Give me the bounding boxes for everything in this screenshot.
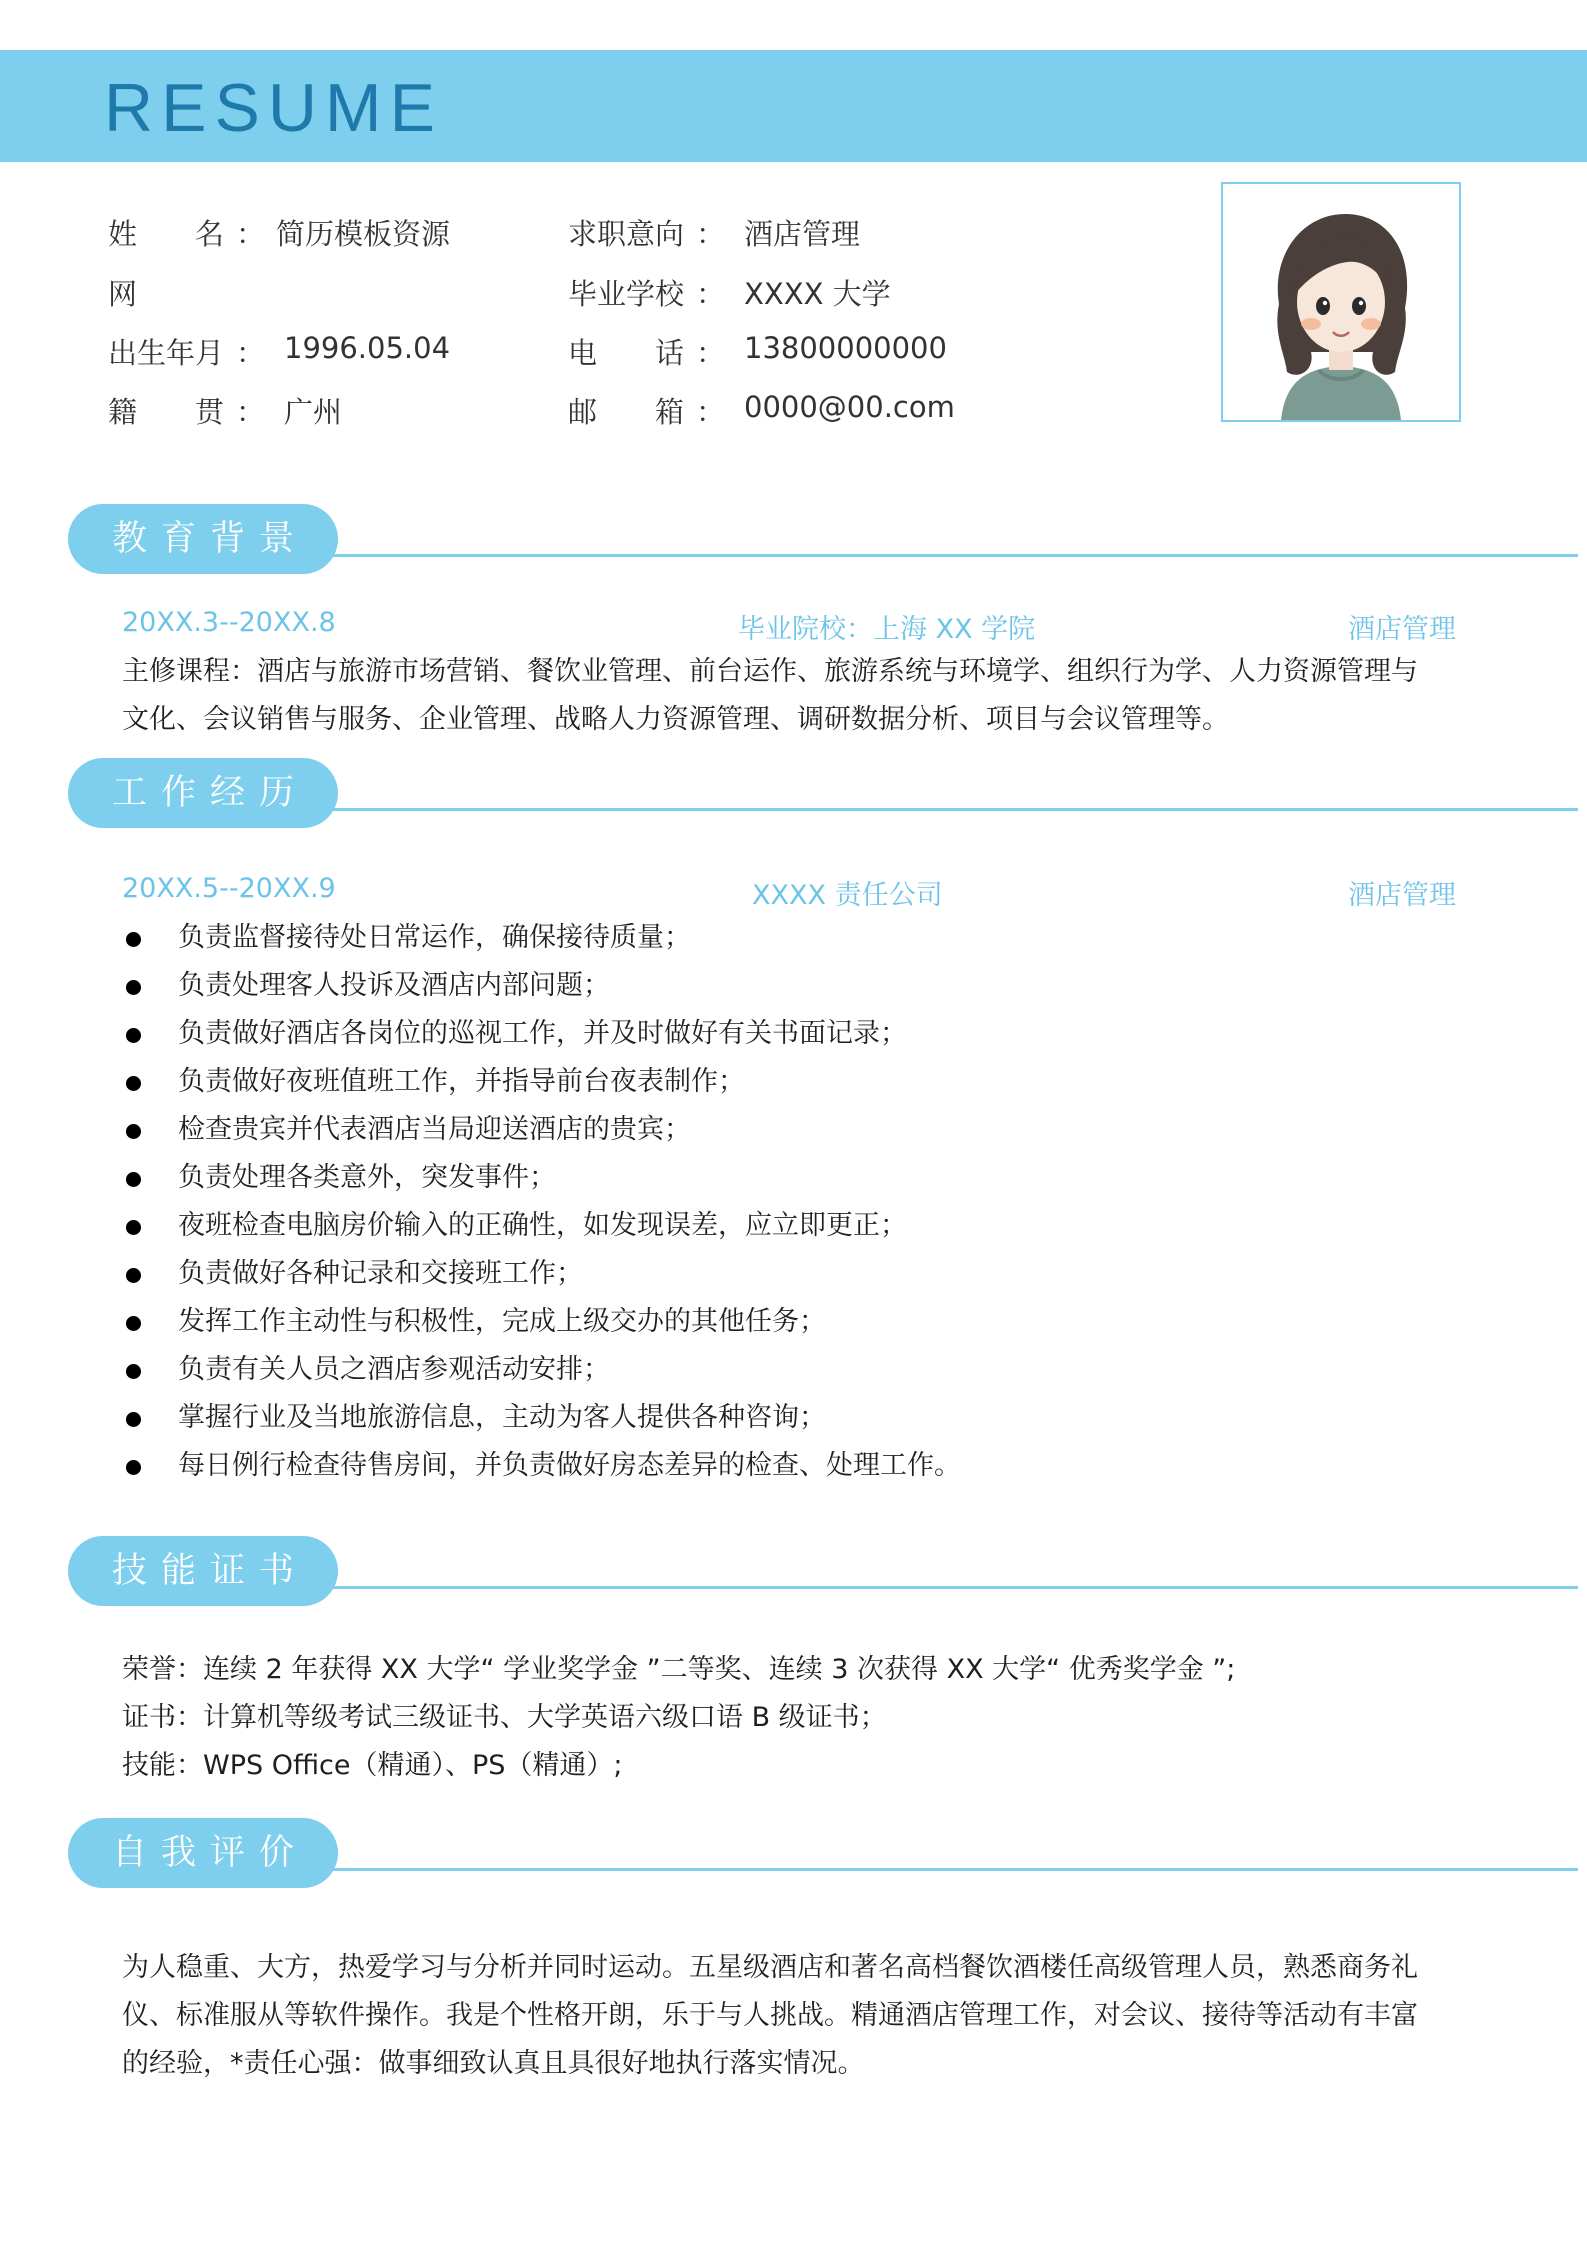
- bullet-icon: [126, 1412, 141, 1427]
- duty-text: 负责处理客人投诉及酒店内部问题；: [178, 970, 610, 1001]
- skills-certs: 证书：计算机等级考试三级证书、大学英语六级口语 B 级证书；: [122, 1702, 887, 1733]
- duty-text: 检查贵宾并代表酒店当局迎送酒店的贵宾；: [178, 1114, 691, 1145]
- self-eval-line3: 的经验，*责任心强：做事细致认真且具很好地执行落实情况。: [122, 2048, 865, 2079]
- birth-colon: ：: [236, 336, 266, 370]
- birth-value: 1996.05.04: [284, 331, 451, 365]
- work-position: 酒店管理: [1348, 880, 1456, 911]
- profile-photo: [1221, 182, 1461, 422]
- phone-colon: ：: [696, 336, 726, 370]
- bullet-icon: [126, 1220, 141, 1235]
- intent-value: 酒店管理: [744, 217, 861, 251]
- list-item: [122, 1298, 961, 1346]
- section-rule: [308, 808, 1578, 811]
- skills-honors: 荣誉：连续 2 年获得 XX 大学“ 学业奖学金 ”二等奖、连续 3 次获得 XX 大学“ 优秀奖学金 ”;: [122, 1654, 1236, 1685]
- section-education: [68, 504, 1512, 574]
- education-period: 20XX.3--20XX.8: [122, 607, 336, 638]
- intent-colon: ：: [696, 217, 726, 251]
- self-eval-line2: 仪、标准服从等软件操作。我是个性格开朗，乐于与人挑战。精通酒店管理工作，对会议、接待等活动有丰富: [122, 2000, 1418, 2031]
- list-item: [122, 914, 961, 962]
- name-colon: ：: [236, 217, 266, 251]
- duty-text: 发挥工作主动性与积极性，完成上级交办的其他任务；: [178, 1306, 826, 1337]
- section-work: [68, 758, 1512, 828]
- name-label: 姓 名: [108, 217, 225, 251]
- duty-text: 掌握行业及当地旅游信息，主动为客人提供各种咨询；: [178, 1402, 826, 1433]
- native-label: 籍 贯: [108, 395, 225, 429]
- section-rule: [308, 1586, 1578, 1589]
- list-item: [122, 1010, 961, 1058]
- duty-text: 负责做好各种记录和交接班工作；: [178, 1258, 583, 1289]
- section-self-eval: [68, 1818, 1512, 1888]
- bullet-icon: [126, 1268, 141, 1283]
- resume-title: RESUME: [104, 70, 443, 146]
- list-item: [122, 962, 961, 1010]
- native-colon: ：: [236, 395, 266, 429]
- bullet-icon: [126, 1364, 141, 1379]
- section-heading-work: 工作经历: [112, 773, 309, 813]
- list-item: [122, 1058, 961, 1106]
- duty-text: 每日例行检查待售房间，并负责做好房态差异的检查、处理工作。: [178, 1450, 961, 1481]
- bullet-icon: [126, 1460, 141, 1475]
- list-item: [122, 1106, 961, 1154]
- self-eval-line1: 为人稳重、大方，热爱学习与分析并同时运动。五星级酒店和著名高档餐饮酒楼任高级管理人员，熟悉商务礼: [122, 1952, 1418, 1983]
- birth-label: 出生年月: [108, 336, 225, 370]
- education-courses-line2: 文化、会议销售与服务、企业管理、战略人力资源管理、调研数据分析、项目与会议管理等。: [122, 704, 1229, 735]
- bullet-icon: [126, 1124, 141, 1139]
- name-value: 简历模板资源: [276, 217, 451, 251]
- list-item: [122, 1442, 961, 1490]
- section-heading-self-eval: 自我评价: [112, 1833, 309, 1873]
- bullet-icon: [126, 1172, 141, 1187]
- list-item: [122, 1250, 961, 1298]
- duty-text: 负责做好酒店各岗位的巡视工作，并及时做好有关书面记录；: [178, 1018, 907, 1049]
- bullet-icon: [126, 980, 141, 995]
- native-value: 广州: [284, 395, 343, 429]
- skills-abilities: 技能：WPS Office（精通）、PS（精通）;: [122, 1750, 623, 1781]
- phone-label: 电 话: [568, 336, 685, 370]
- section-heading-education: 教育背景: [112, 519, 309, 559]
- section-heading-skills: 技能证书: [112, 1551, 309, 1591]
- email-value: 0000@00.com: [744, 390, 955, 424]
- education-major: 酒店管理: [1348, 614, 1456, 645]
- work-company: XXXX 责任公司: [752, 880, 943, 911]
- list-item: [122, 1154, 961, 1202]
- list-item: [122, 1202, 961, 1250]
- education-school: 毕业院校：上海 XX 学院: [738, 614, 1036, 645]
- duty-text: 夜班检查电脑房价输入的正确性，如发现误差，应立即更正；: [178, 1210, 907, 1241]
- section-rule: [308, 1868, 1578, 1871]
- section-rule: [308, 554, 1578, 557]
- avatar-icon: [1223, 184, 1459, 420]
- phone-value: 13800000000: [744, 331, 947, 365]
- list-item: [122, 1394, 961, 1442]
- school-label: 毕业学校: [568, 277, 685, 311]
- bullet-icon: [126, 932, 141, 947]
- duty-text: 负责有关人员之酒店参观活动安排；: [178, 1354, 610, 1385]
- bullet-icon: [126, 1076, 141, 1091]
- list-item: [122, 1346, 961, 1394]
- intent-label: 求职意向: [568, 217, 685, 251]
- duty-text: 负责监督接待处日常运作，确保接待质量；: [178, 922, 691, 953]
- section-skills: [68, 1536, 1512, 1606]
- email-label: 邮 箱: [568, 395, 685, 429]
- duty-text: 负责做好夜班值班工作，并指导前台夜表制作；: [178, 1066, 745, 1097]
- email-colon: ：: [696, 395, 726, 429]
- bullet-icon: [126, 1028, 141, 1043]
- bullet-icon: [126, 1316, 141, 1331]
- education-courses-line1: 主修课程：酒店与旅游市场营销、餐饮业管理、前台运作、旅游系统与环境学、组织行为学、人力资源管理与: [122, 656, 1418, 687]
- work-duties-list: [122, 914, 961, 1490]
- school-colon: ：: [696, 277, 726, 311]
- duty-text: 负责处理各类意外，突发事件；: [178, 1162, 556, 1193]
- work-period: 20XX.5--20XX.9: [122, 873, 336, 904]
- name-value-wrap: 网: [108, 277, 138, 311]
- school-value: XXXX 大学: [744, 277, 891, 311]
